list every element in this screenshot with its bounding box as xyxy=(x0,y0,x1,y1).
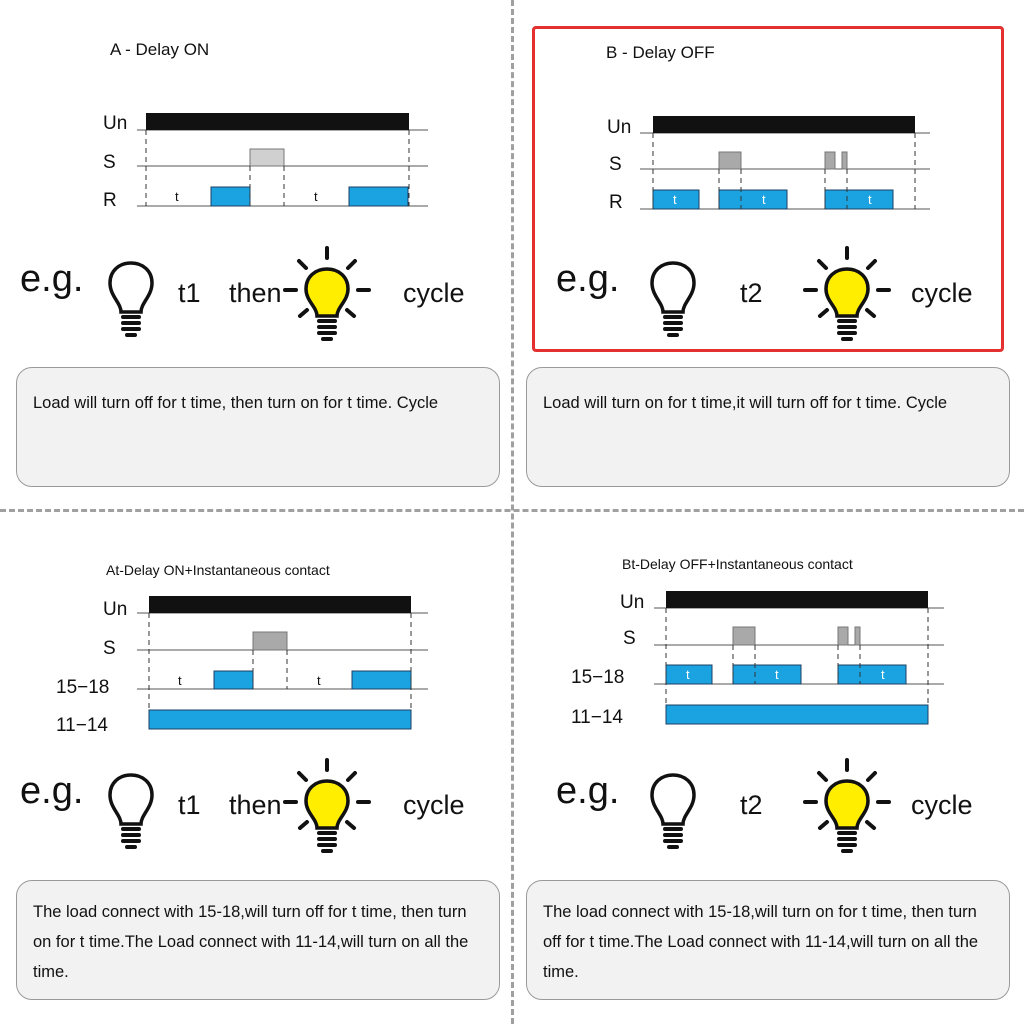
description-box: Load will turn on for t time,it will turn off for t time. Cycle xyxy=(526,367,1010,487)
lightbulb-off-icon xyxy=(648,260,698,344)
cycle-label: cycle xyxy=(403,278,465,308)
t-label: t xyxy=(762,192,766,207)
relay-on-segment xyxy=(349,187,408,206)
time-label: t2 xyxy=(740,790,763,820)
timing-diagram xyxy=(512,512,1024,742)
relay-on-segment xyxy=(352,671,411,689)
lightbulb-off-icon xyxy=(106,772,156,856)
relay-on-segment xyxy=(838,665,906,684)
example-row xyxy=(0,240,512,350)
lightbulb-on-icon xyxy=(282,246,372,346)
label-s: S xyxy=(609,154,622,175)
signal-labels xyxy=(103,113,127,211)
t-label: t xyxy=(175,189,179,204)
supply-bar xyxy=(149,596,411,613)
trigger-pulse xyxy=(838,627,848,645)
cycle-label: cycle xyxy=(911,278,973,308)
t-label: t xyxy=(317,673,321,688)
example-row xyxy=(512,752,1024,862)
label-15-18: 15−18 xyxy=(571,667,625,688)
signal-labels xyxy=(571,592,644,728)
label-11-14: 11−14 xyxy=(571,707,623,728)
t-label: t xyxy=(673,192,677,207)
panel-a xyxy=(0,0,512,512)
timing-diagram xyxy=(0,512,512,742)
instant-contact-bar xyxy=(666,705,928,724)
panel-title: Bt-Delay OFF+Instantaneous contact xyxy=(622,556,853,572)
relay-on-segment xyxy=(733,665,801,684)
eg-label: e.g. xyxy=(556,770,620,812)
trigger-pulse xyxy=(250,149,284,166)
label-un: Un xyxy=(607,117,632,138)
example-row xyxy=(0,752,512,862)
t-label: t xyxy=(775,667,779,682)
t-label: t xyxy=(686,667,690,682)
instant-contact-bar xyxy=(149,710,411,729)
example-row xyxy=(512,240,1024,350)
cycle-label: cycle xyxy=(911,790,973,820)
description-box: Load will turn off for t time, then turn on for t time. Cycle xyxy=(16,367,500,487)
trigger-pulse xyxy=(733,627,755,645)
label-r: R xyxy=(609,192,623,213)
label-un: Un xyxy=(620,592,645,613)
signal-labels xyxy=(56,599,127,736)
t-label: t xyxy=(881,667,885,682)
time-label: t1 xyxy=(178,278,201,308)
eg-label: e.g. xyxy=(20,258,84,300)
trigger-pulse xyxy=(842,152,847,169)
eg-label: e.g. xyxy=(20,770,84,812)
lightbulb-off-icon xyxy=(648,772,698,856)
lightbulb-on-icon xyxy=(282,758,372,858)
eg-label: e.g. xyxy=(556,258,620,300)
supply-bar xyxy=(653,116,915,133)
panel-b xyxy=(512,0,1024,512)
description-box: The load connect with 15-18,will turn off for t time, then turn on for t time.The Load connect with 11-14,will turn on all the time. xyxy=(16,880,500,1000)
panel-title: A - Delay ON xyxy=(110,40,210,59)
panel-bt xyxy=(512,512,1024,1024)
then-label: then xyxy=(229,790,282,820)
relay-on-segment xyxy=(719,190,787,209)
relay-on-segment xyxy=(825,190,893,209)
supply-bar xyxy=(146,113,409,130)
cycle-label: cycle xyxy=(403,790,465,820)
label-s: S xyxy=(103,638,116,659)
trigger-pulse xyxy=(825,152,835,169)
t-label: t xyxy=(178,673,182,688)
lightbulb-on-icon xyxy=(802,246,892,346)
description-box: The load connect with 15-18,will turn on for t time, then turn off for t time.The Load connect with 11-14,will turn on all the time. xyxy=(526,880,1010,1000)
panel-title: B - Delay OFF xyxy=(606,43,715,62)
label-11-14: 11−14 xyxy=(56,715,108,736)
signal-labels xyxy=(607,117,631,213)
label-r: R xyxy=(103,190,117,211)
trigger-pulse xyxy=(719,152,741,169)
label-un: Un xyxy=(103,113,128,134)
panel-at xyxy=(0,512,512,1024)
lightbulb-off-icon xyxy=(106,260,156,344)
relay-on-segment xyxy=(211,187,250,206)
supply-bar xyxy=(666,591,928,608)
lightbulb-on-icon xyxy=(802,758,892,858)
label-un: Un xyxy=(103,599,128,620)
time-label: t1 xyxy=(178,790,201,820)
time-label: t2 xyxy=(740,278,763,308)
trigger-pulse xyxy=(855,627,860,645)
t-label: t xyxy=(314,189,318,204)
panel-title: At-Delay ON+Instantaneous contact xyxy=(106,562,330,578)
timing-diagram xyxy=(0,0,512,230)
label-s: S xyxy=(623,628,636,649)
then-label: then xyxy=(229,278,282,308)
trigger-pulse xyxy=(253,632,287,650)
timing-diagram xyxy=(512,0,1024,230)
t-label: t xyxy=(868,192,872,207)
relay-on-segment xyxy=(214,671,253,689)
label-15-18: 15−18 xyxy=(56,677,110,698)
label-s: S xyxy=(103,152,116,173)
